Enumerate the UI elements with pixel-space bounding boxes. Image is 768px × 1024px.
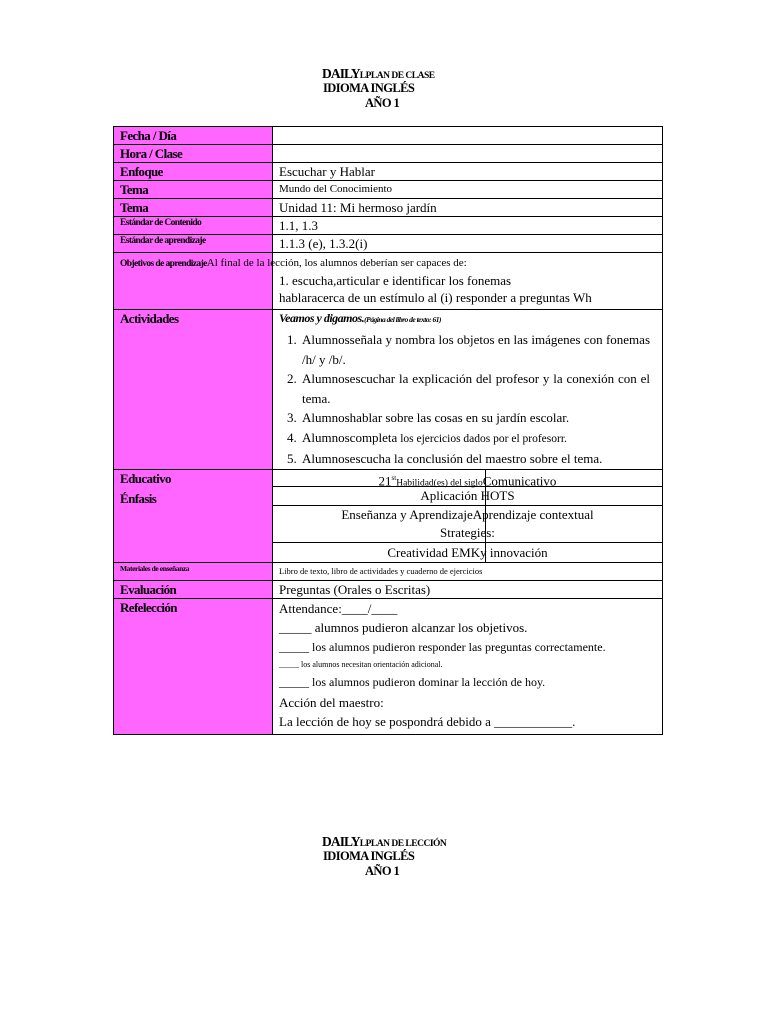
row-tema-2 xyxy=(114,199,663,217)
label-enfoque: Enfoque xyxy=(114,163,273,181)
row-actividades xyxy=(114,310,663,470)
value-evaluacion: Preguntas (Orales o Escritas) xyxy=(273,580,663,598)
value-actividades xyxy=(273,310,663,470)
aplicacion-row: Aplicación HOTS xyxy=(273,487,662,506)
actividad-item: 4. Alumnoscompleta los ejercicios dados por el profesorr. xyxy=(300,428,650,450)
label-fecha: Fecha / Día xyxy=(114,127,273,145)
objetivo-1: 1. escucha,articular e identificar los fonemas xyxy=(279,273,512,288)
value-fecha xyxy=(273,127,663,145)
document-header xyxy=(0,66,768,111)
label-tema-unidad: Tema xyxy=(114,199,273,217)
header-subject: IDIOMA INGLÉS xyxy=(323,81,415,95)
reflection-line: _____ los alumnos pudieron responder las preguntas correctamente. xyxy=(279,639,606,654)
row-tema-1 xyxy=(114,181,663,199)
objetivo-2: hablaracerca de un estímulo al (i) responder a preguntas Wh xyxy=(279,290,592,305)
actividad-item: 1. Alumnosseñala y nombra los objetos en las imágenes con fonemas /h/ y /b/. xyxy=(300,330,650,369)
row-estandar-contenido xyxy=(114,217,663,235)
row-materiales xyxy=(114,562,663,580)
value-tema: Mundo del Conocimiento xyxy=(273,181,663,199)
label-tema: Tema xyxy=(114,181,273,199)
header-title: DAILYLPLAN DE CLASE xyxy=(322,66,435,81)
value-estandar-contenido: 1.1, 1.3 xyxy=(273,217,663,235)
value-enfoque: Escuchar y Hablar xyxy=(273,163,663,181)
row-hora xyxy=(114,145,663,163)
habilidades-row: 21stHabilidad(es) del sigloComunicativo xyxy=(273,470,662,487)
actividad-item: 2. Alumnosescuchar la explicación del profesor y la conexión con el tema. xyxy=(300,369,650,408)
actividades-list xyxy=(279,330,650,469)
value-estandar-aprendizaje: 1.1.3 (e), 1.3.2(i) xyxy=(273,235,663,253)
header-title-2: DAILYLPLAN DE LECCIÓN xyxy=(322,834,447,849)
label-educativo xyxy=(114,469,273,562)
row-objetivos xyxy=(114,253,663,310)
actividad-item: 3. Alumnoshablar sobre las cosas en su jardín escolar. xyxy=(300,408,650,428)
row-estandar-aprendizaje xyxy=(114,235,663,253)
row-educativo xyxy=(114,469,663,562)
label-materiales: Materiales de enseñanza xyxy=(114,562,273,580)
value-educativo xyxy=(273,469,663,562)
ensenanza-row: Enseñanza y AprendizajeAprendizaje contextual xyxy=(341,506,594,522)
row-fecha xyxy=(114,127,663,145)
actividad-item: 5. Alumnosescucha la conclusión del maestro sobre el tema. xyxy=(300,449,650,469)
label-refleccion: Refelección xyxy=(114,598,273,734)
reflection-line: _____ los alumnos pudieron dominar la lección de hoy. xyxy=(279,675,546,689)
row-evaluacion xyxy=(114,580,663,598)
label-estandar-aprendizaje: Estándar de aprendizaje xyxy=(114,235,273,253)
row-refleccion xyxy=(114,598,663,734)
attendance-line: Attendance:____/____ xyxy=(279,600,398,616)
postponed-line: La lección de hoy se pospondrá debido a ____________. xyxy=(279,714,576,729)
strategies-row: Strategies: xyxy=(273,524,662,543)
value-refleccion xyxy=(273,598,663,734)
value-hora xyxy=(273,145,663,163)
header-subject-2: IDIOMA INGLÉS xyxy=(323,849,415,863)
value-materiales: Libro de texto, libro de actividades y cuaderno de ejercicios xyxy=(273,562,663,580)
value-tema-unidad: Unidad 11: Mi hermoso jardín xyxy=(273,199,663,217)
educativo-label: Educativo xyxy=(120,470,171,486)
label-hora: Hora / Clase xyxy=(114,145,273,163)
label-evaluacion: Evaluación xyxy=(114,580,273,598)
document-header-2 xyxy=(0,834,768,879)
reflection-line: _____ alumnos pudieron alcanzar los objetivos. xyxy=(279,620,528,635)
label-objetivos: Objetivos de aprendizajeAl final de la lección, los alumnos deberían ser capaces de: xyxy=(114,253,273,310)
enfasis-label: Énfasis xyxy=(120,490,157,506)
actividades-title: Veamos y digamos.(Página del libro de texto: 61) xyxy=(279,311,441,325)
row-enfoque xyxy=(114,163,663,181)
header-year-2: AÑO 1 xyxy=(365,864,400,878)
creatividad-row: Creatividad EMKy innovación xyxy=(387,544,548,560)
reflection-line: _____ los alumnos necesitan orientación adicional. xyxy=(279,660,443,669)
label-estandar-contenido: Estándar de Contenido xyxy=(114,217,273,235)
header-year: AÑO 1 xyxy=(365,96,400,110)
lesson-plan-table xyxy=(113,126,663,735)
label-actividades: Actividades xyxy=(114,310,273,470)
teacher-action-line: Acción del maestro: xyxy=(279,694,384,710)
